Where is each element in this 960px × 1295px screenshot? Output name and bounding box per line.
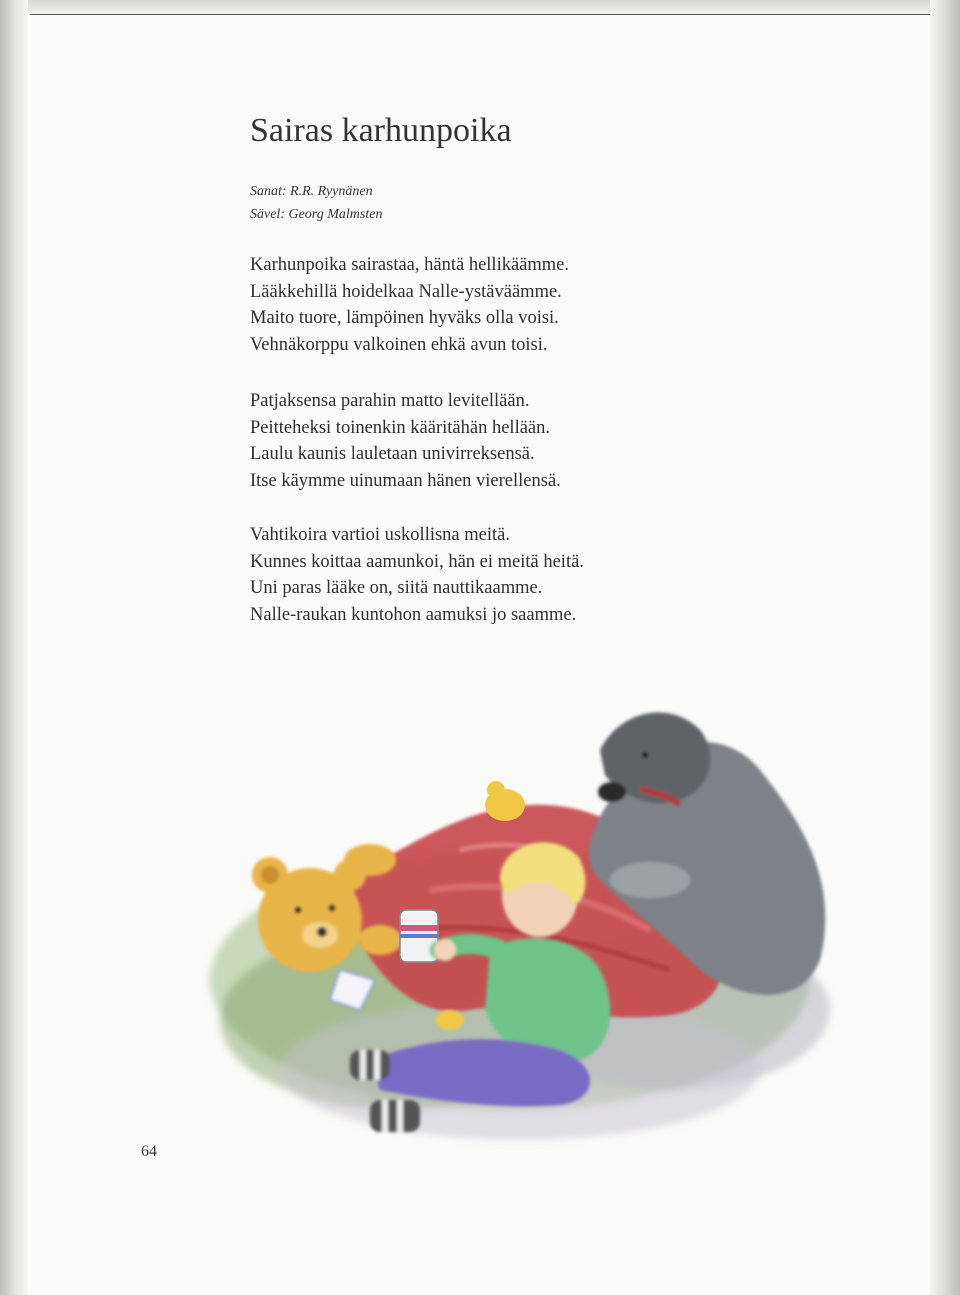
striped-sock bbox=[350, 1050, 390, 1080]
page-number: 64 bbox=[141, 1143, 157, 1160]
verse-line: Laulu kaunis lauletaan univirreksensä. bbox=[250, 444, 535, 464]
page-edge-right bbox=[930, 0, 960, 1295]
verse-line: Vehnäkorppu valkoinen ehkä avun toisi. bbox=[250, 334, 548, 355]
stanza-3 bbox=[250, 522, 584, 628]
lyricist-credit: Sanat: R.R. Ryynänen bbox=[250, 184, 373, 199]
song-credits bbox=[250, 180, 382, 226]
verse-line: Peitteheksi toinenkin kääritähän hellään. bbox=[250, 417, 551, 438]
stanza-1 bbox=[250, 252, 569, 358]
stanza-2 bbox=[250, 388, 561, 494]
verse-line: Karhunpoika sairastaa, häntä hellikäämme. bbox=[250, 255, 569, 275]
watercolor-illustration bbox=[200, 680, 840, 1160]
verse-line: Kunnes koittaa aamunkoi, hän ei meitä heitä. bbox=[250, 551, 584, 572]
verse-line: Vahtikoira vartioi uskollisna meitä. bbox=[250, 525, 510, 545]
verse-line: Uni paras lääke on, siitä nauttikaamme. bbox=[250, 578, 543, 598]
yellow-chick-toy bbox=[485, 781, 525, 821]
page-edge-left bbox=[0, 0, 28, 1295]
verse-line: Itse käymme uinumaan hänen vierellensä. bbox=[250, 470, 561, 491]
page-edge-top bbox=[0, 0, 960, 14]
striped-sock bbox=[370, 1100, 420, 1132]
verse-line: Nalle-raukan kuntohon aamuksi jo saamme. bbox=[250, 604, 577, 625]
verse-line: Lääkkehillä hoidelkaa Nalle-ystäväämme. bbox=[250, 281, 562, 302]
verse-line: Maito tuore, lämpöinen hyväks olla voisi. bbox=[250, 308, 559, 328]
verse-line: Patjaksensa parahin matto levitellään. bbox=[250, 391, 530, 411]
page-rule bbox=[30, 14, 930, 15]
song-title: Sairas karhunpoika bbox=[250, 112, 512, 149]
composer-credit: Sävel: Georg Malmsten bbox=[250, 207, 383, 222]
